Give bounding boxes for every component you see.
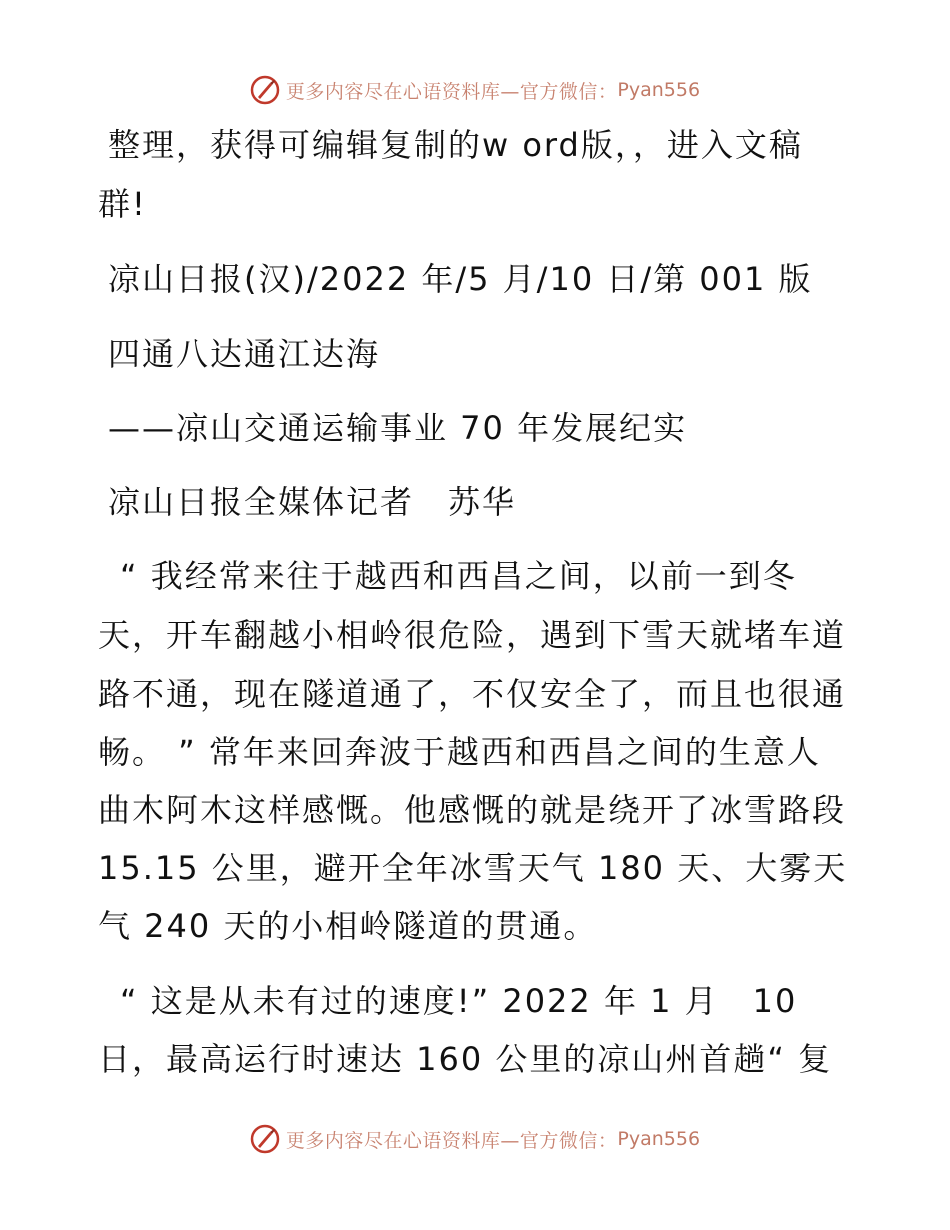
text-line: 凉山日报(汉)/2022 年/5 月/10 日/第 001 版 xyxy=(108,260,813,298)
watermark-text: 更多内容尽在心语资料库—官方微信： xyxy=(285,1129,618,1152)
watermark-header xyxy=(0,70,950,110)
quill-logo-icon xyxy=(250,75,280,105)
text-line: 路不通，现在隧道通了，不仅安全了，而且也很通 xyxy=(98,675,847,713)
text-line: “ 我经常来往于越西和西昌之间，以前一到冬 xyxy=(120,557,797,595)
text-line: 15.15 公里，避开全年冰雪天气 180 天、大雾天 xyxy=(98,849,848,887)
watermark-text: 更多内容尽在心语资料库—官方微信： xyxy=(285,80,618,103)
watermark-wechat-id: Pyan556 xyxy=(617,79,701,101)
article-subtitle: ——凉山交通运输事业 70 年发展纪实 xyxy=(108,409,688,447)
text-line: “ 这是从未有过的速度!” 2022 年 1 月 10 xyxy=(120,982,798,1020)
quill-logo-icon xyxy=(250,1124,280,1154)
text-line: 曲木阿木这样感慨。他感慨的就是绕开了冰雪路段 xyxy=(98,791,847,829)
text-line: 畅。 ” 常年来回奔波于越西和西昌之间的生意人 xyxy=(98,733,821,771)
text-line: 日，最高运行时速达 160 公里的凉山州首趟“ 复 xyxy=(98,1040,833,1078)
text-line: 整理，获得可编辑复制的w ord版，，进入文稿 xyxy=(108,126,803,164)
watermark-footer xyxy=(0,1119,950,1159)
text-line: 天，开车翻越小相岭很危险，遇到下雪天就堵车道 xyxy=(98,616,847,654)
byline: 凉山日报全媒体记者 苏华 xyxy=(108,483,517,521)
text-line: 群! xyxy=(98,185,147,223)
watermark-wechat-id: Pyan556 xyxy=(617,1128,701,1150)
article-title: 四通八达通江达海 xyxy=(108,335,381,373)
text-line: 气 240 天的小相岭隧道的贯通。 xyxy=(98,907,598,945)
